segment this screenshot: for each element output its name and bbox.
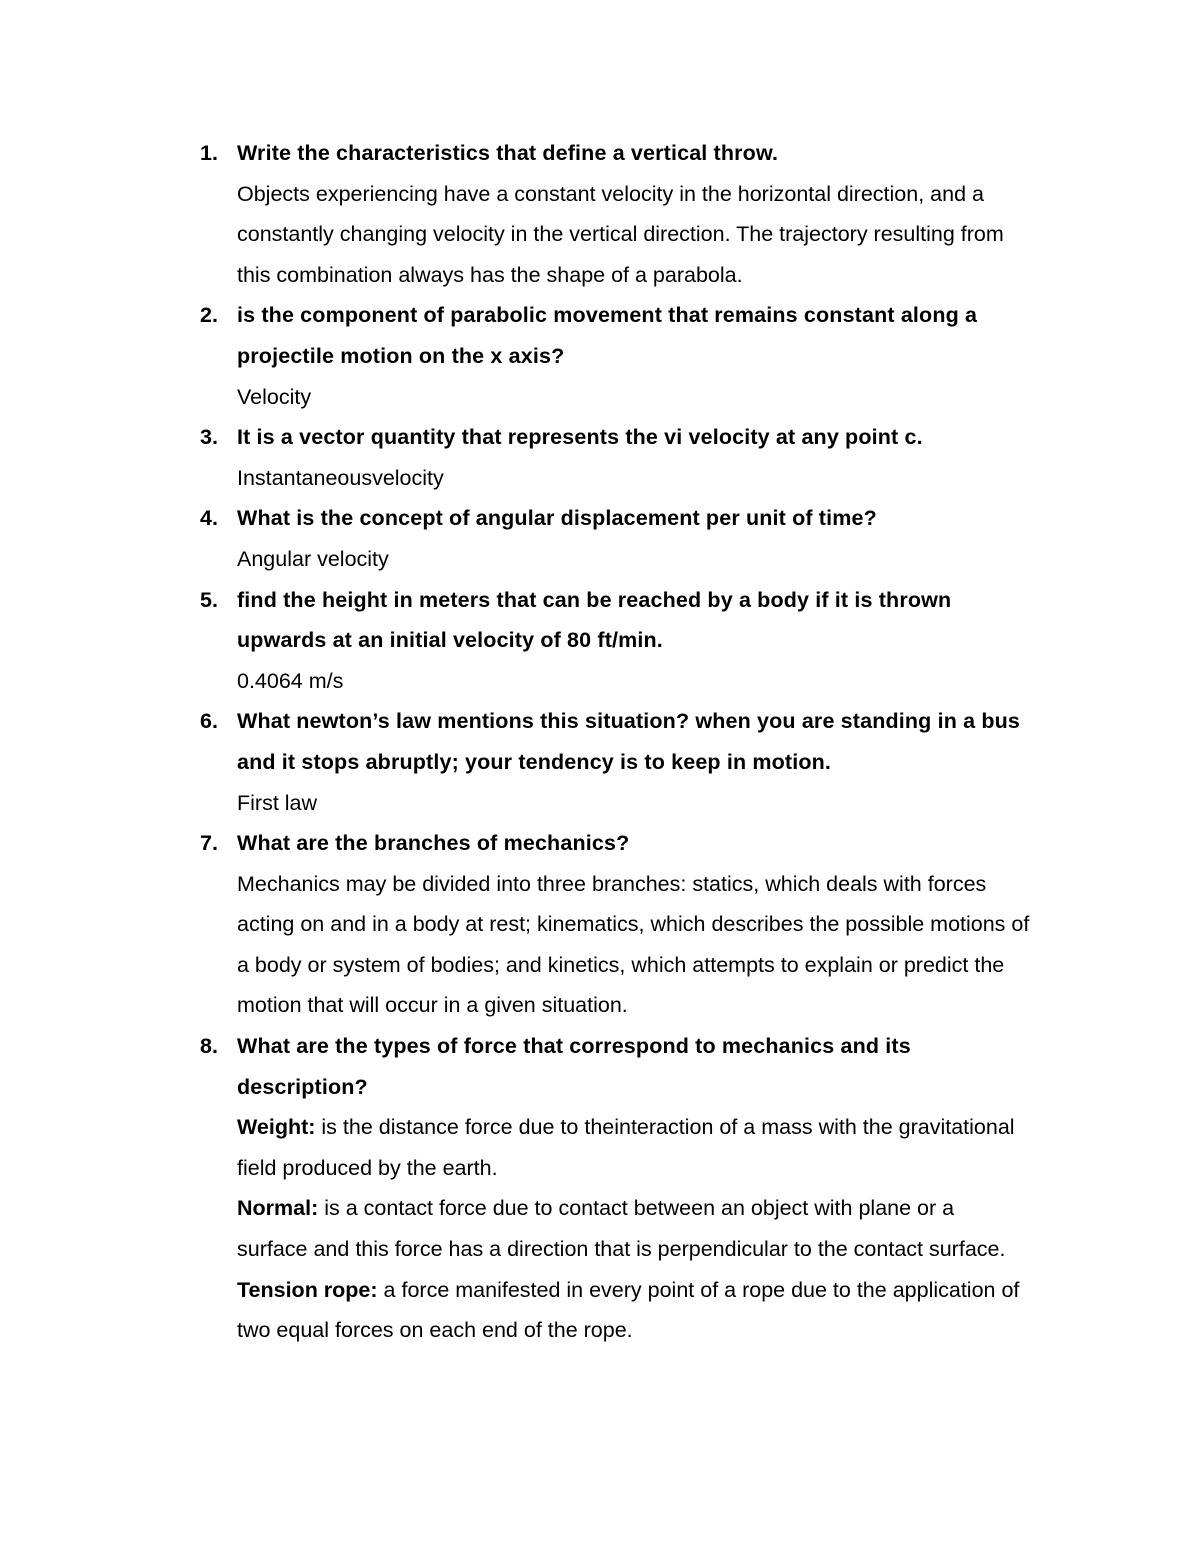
question-number: 3. xyxy=(200,425,218,450)
force-term: Weight: xyxy=(237,1115,316,1140)
question-number: 1. xyxy=(200,141,218,165)
question-list xyxy=(200,133,1030,1351)
question-number: 6. xyxy=(200,709,218,734)
force-description: a force manifested in every point of a rope due to the application of two equal forces on each end of the rope. xyxy=(237,1277,1020,1343)
question-number: 7. xyxy=(200,831,218,856)
question-item-3 xyxy=(200,417,1030,498)
force-weight-entry xyxy=(237,1107,1030,1188)
question-item-4 xyxy=(200,498,1030,579)
question-number: 8. xyxy=(200,1034,218,1059)
question-item-2 xyxy=(200,295,1030,417)
question-text: is the component of parabolic movement that remains constant along a projectile motion on the x axis? xyxy=(237,303,978,368)
question-text: What is the concept of angular displacement per unit of time? xyxy=(237,506,877,531)
question-text: find the height in meters that can be reached by a body if it is thrown upwards at an initial velocity of 80 ft/min. xyxy=(237,587,952,653)
force-normal-entry xyxy=(237,1188,1030,1269)
answer-text: Objects experiencing have a constant velocity in the horizontal direction, and a constantly changing velocity in the vertical direction. The trajectory resulting from this combination always has the shape of a parabola. xyxy=(237,181,1004,287)
force-term: Normal: xyxy=(237,1196,319,1221)
answer-text: Velocity xyxy=(237,384,312,409)
question-text: Write the characteristics that define a vertical throw. xyxy=(237,141,779,165)
question-number: 5. xyxy=(200,587,218,612)
force-description: is a contact force due to contact between an object with plane or a surface and this force has a direction that is perpendicular to the contact surface. xyxy=(237,1196,1006,1262)
answer-text: Mechanics may be divided into three branches: statics, which deals with forces acting on and in a body at rest; kinematics, which describes the possible motions of a body or system of bodies; and kinetics, which attempts to explain or predict the motion that will occur in a given situation. xyxy=(237,871,1030,1018)
answer-text: Instantaneousvelocity xyxy=(237,465,444,490)
question-text: What are the types of force that correspond to mechanics and its description? xyxy=(237,1034,911,1099)
question-text: What are the branches of mechanics? xyxy=(237,831,630,856)
question-text: What newton’s law mentions this situation? when you are standing in a bus and it stops abruptly; your tendency is to keep in motion. xyxy=(237,709,1021,774)
force-term: Tension rope: xyxy=(237,1277,378,1302)
answer-text: First law xyxy=(237,790,318,815)
question-item-6 xyxy=(200,701,1030,823)
answer-text: 0.4064 m/s xyxy=(237,668,344,693)
question-number: 2. xyxy=(200,303,218,328)
force-description: is the distance force due to theinteraction of a mass with the gravitational field produced by the earth. xyxy=(237,1115,1015,1180)
question-item-5 xyxy=(200,580,1030,702)
question-item-8 xyxy=(200,1026,1030,1351)
question-text: It is a vector quantity that represents the vi velocity at any point c. xyxy=(237,425,923,450)
answer-text: Angular velocity xyxy=(237,546,389,571)
force-tension-entry xyxy=(237,1270,1030,1351)
question-number: 4. xyxy=(200,506,218,531)
question-item-7 xyxy=(200,823,1030,1026)
question-item-1 xyxy=(200,133,1030,295)
